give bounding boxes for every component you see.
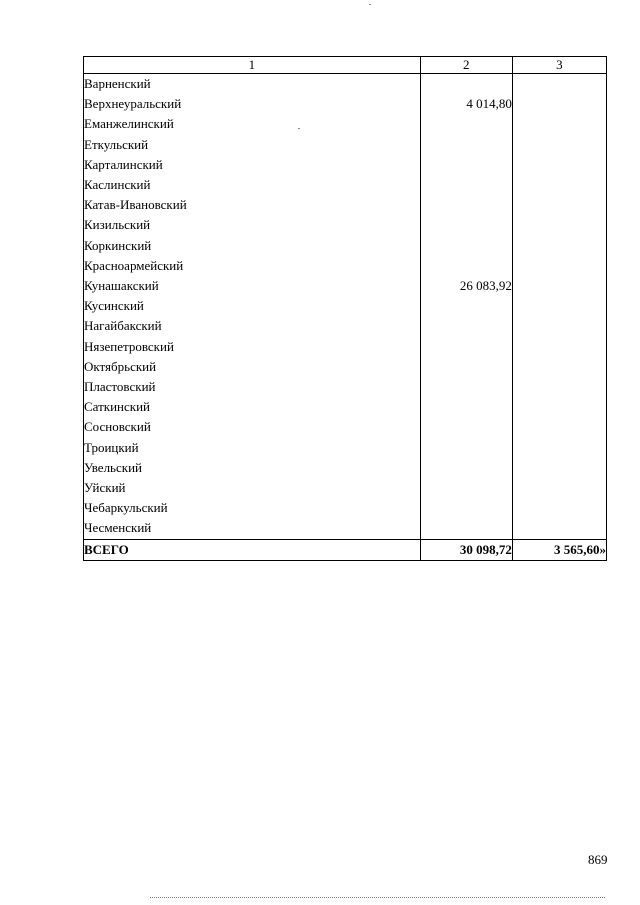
district-name: Нагайбакский — [84, 316, 421, 336]
column-header-2: 2 — [420, 57, 512, 74]
table-row — [84, 215, 607, 235]
table-row — [84, 135, 607, 155]
district-name: Кизильский — [84, 215, 421, 235]
value-col3 — [512, 337, 606, 357]
value-col3 — [512, 256, 606, 276]
table-row — [84, 74, 607, 95]
value-col3 — [512, 296, 606, 316]
value-col3 — [512, 417, 606, 437]
table-header-row — [84, 57, 607, 74]
value-col2 — [420, 135, 512, 155]
value-col3 — [512, 518, 606, 539]
value-col3 — [512, 74, 606, 95]
scan-speck — [298, 128, 300, 129]
table-row — [84, 458, 607, 478]
table-row — [84, 377, 607, 397]
district-name: Каслинский — [84, 175, 421, 195]
value-col2 — [420, 114, 512, 134]
value-col2 — [420, 236, 512, 256]
district-name: Кунашакский — [84, 276, 421, 296]
district-name: Катав-Ивановский — [84, 195, 421, 215]
value-col3 — [512, 94, 606, 114]
value-col3 — [512, 377, 606, 397]
total-label: ВСЕГО — [84, 539, 421, 560]
table-row — [84, 417, 607, 437]
table-row — [84, 195, 607, 215]
value-col2 — [420, 417, 512, 437]
value-col3 — [512, 276, 606, 296]
table-row — [84, 236, 607, 256]
value-col2 — [420, 296, 512, 316]
value-col2 — [420, 316, 512, 336]
value-col2 — [420, 357, 512, 377]
budget-table — [83, 56, 607, 561]
value-col3 — [512, 316, 606, 336]
value-col2: 26 083,92 — [420, 276, 512, 296]
value-col2 — [420, 397, 512, 417]
value-col3 — [512, 357, 606, 377]
district-name: Троицкий — [84, 438, 421, 458]
table-row — [84, 478, 607, 498]
district-name: Октябрьский — [84, 357, 421, 377]
value-col2 — [420, 215, 512, 235]
value-col2 — [420, 256, 512, 276]
value-col2 — [420, 175, 512, 195]
district-name: Саткинский — [84, 397, 421, 417]
district-name: Еткульский — [84, 135, 421, 155]
value-col2 — [420, 478, 512, 498]
value-col2 — [420, 337, 512, 357]
page-number: 869 — [588, 852, 608, 867]
value-col2 — [420, 377, 512, 397]
district-name: Еманжелинский — [84, 114, 421, 134]
district-name: Нязепетровский — [84, 337, 421, 357]
total-row — [84, 539, 607, 560]
table-row — [84, 94, 607, 114]
district-name: Кусинский — [84, 296, 421, 316]
value-col3 — [512, 397, 606, 417]
value-col3 — [512, 195, 606, 215]
column-header-1: 1 — [84, 57, 421, 74]
district-name: Уйский — [84, 478, 421, 498]
district-name: Чесменский — [84, 518, 421, 539]
table-row — [84, 337, 607, 357]
value-col2 — [420, 74, 512, 95]
table-row — [84, 438, 607, 458]
value-col3 — [512, 135, 606, 155]
district-name: Красноармейский — [84, 256, 421, 276]
value-col3 — [512, 175, 606, 195]
district-name: Сосновский — [84, 417, 421, 437]
district-name: Верхнеуральский — [84, 94, 421, 114]
total-col3: 3 565,60» — [512, 539, 606, 560]
value-col3 — [512, 498, 606, 518]
district-name: Карталинский — [84, 155, 421, 175]
value-col3 — [512, 155, 606, 175]
table-body — [84, 74, 607, 561]
value-col3 — [512, 478, 606, 498]
value-col2 — [420, 458, 512, 478]
district-name: Чебаркульский — [84, 498, 421, 518]
table-row — [84, 256, 607, 276]
total-col2: 30 098,72 — [420, 539, 512, 560]
value-col2 — [420, 438, 512, 458]
value-col3 — [512, 114, 606, 134]
table-row — [84, 276, 607, 296]
table-row — [84, 296, 607, 316]
value-col3 — [512, 236, 606, 256]
table-row — [84, 518, 607, 539]
value-col3 — [512, 438, 606, 458]
value-col3 — [512, 215, 606, 235]
table-row — [84, 155, 607, 175]
value-col2: 4 014,80 — [420, 94, 512, 114]
district-name: Коркинский — [84, 236, 421, 256]
district-name: Пластовский — [84, 377, 421, 397]
scan-speck — [369, 4, 371, 5]
district-name: Варненский — [84, 74, 421, 95]
table-row — [84, 114, 607, 134]
table-row — [84, 316, 607, 336]
table-row — [84, 498, 607, 518]
district-name: Увельский — [84, 458, 421, 478]
value-col2 — [420, 195, 512, 215]
table-row — [84, 397, 607, 417]
value-col2 — [420, 498, 512, 518]
table-row — [84, 357, 607, 377]
value-col2 — [420, 155, 512, 175]
value-col3 — [512, 458, 606, 478]
column-header-3: 3 — [512, 57, 606, 74]
table-row — [84, 175, 607, 195]
value-col2 — [420, 518, 512, 539]
footer-divider — [150, 897, 605, 898]
